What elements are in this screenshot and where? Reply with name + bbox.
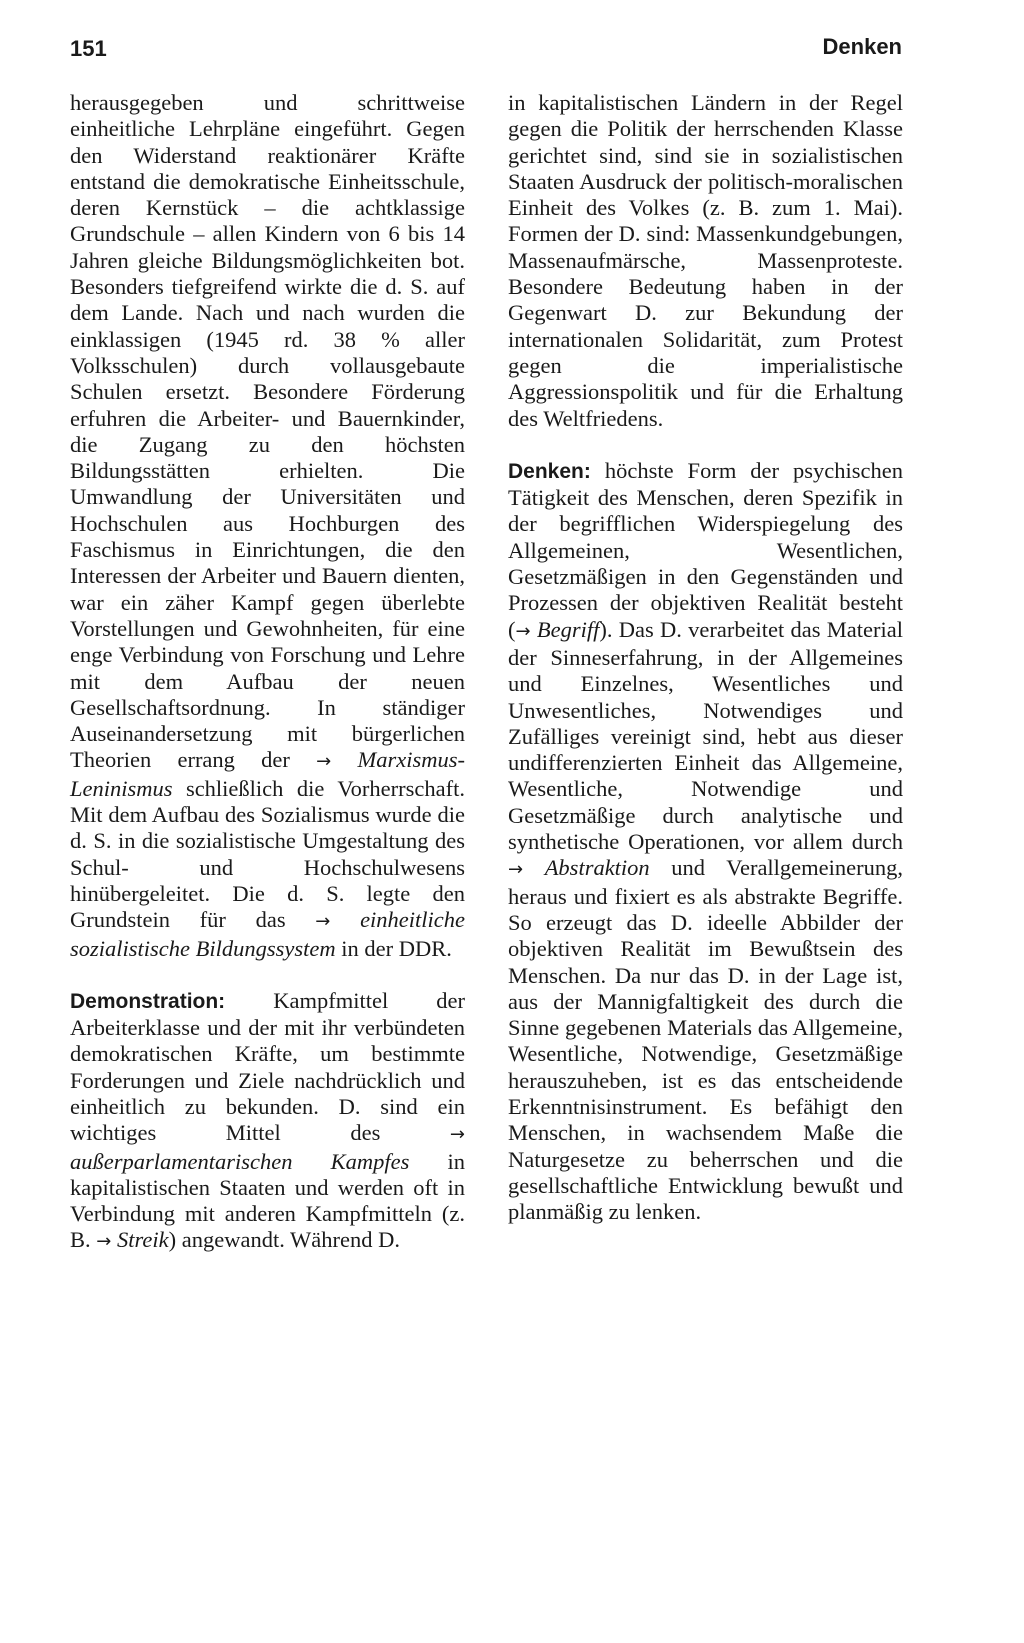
right-column [508,90,903,1225]
text-segment: in kapitalistischen Ländern in der Regel gegen die Politik der herrschenden Klasse gerichtet sind, sind sie in sozialistischen Staaten Ausdruck der politisch-moralischen Einheit des Volkes (z. B. zum 1. Mai). Formen der D. sind: Massenkundgebungen, Massenaufmärsche, Massenproteste. Besondere Bedeutung haben in der Gegenwart D. zur Bekundung der internationalen Solidarität, zum Protest gegen die imperialistische Aggressionspolitik und für die Erhaltung des Weltfriedens. [508,90,903,431]
cross-reference-arrow-icon: → [449,1124,465,1146]
cross-reference-arrow-icon: → [515,620,531,642]
headword-demonstration: Demonstration: [70,989,226,1013]
text-segment: ) angewandt. Während D. [168,1227,401,1253]
cross-reference-bildungssystem: einheitliche sozialistische Bildungssystem [70,907,466,961]
text-segment: in der DDR. [341,935,452,961]
cross-reference-kampfes: außerparlamentarischen Kampfes [70,1148,410,1174]
continued-paragraph [70,90,465,962]
cross-reference-begriff: Begriff [536,616,600,642]
text-segment: und Verallgemeinerung, heraus und fixiert es als abstrakte Begriffe. So erzeugt das D. ideelle Abbilder der objektiven Realität im Bewußtsein des Menschen. Da nur das D. in der Lage ist, aus der Mannigfaltigkeit des durch die Sinne gegebenen Materials das Allgemeine, Wesentliche, Notwendige, Gesetzmäßige herauszuheben, ist es das entscheidende Erkenntnisinstrument. Es befähigt den Menschen, in wachsendem Maße die Naturgesetze zu beherrschen und die gesellschaftliche Entwicklung bewußt und planmäßig zu lenken. [508,855,904,1225]
text-segment: herausgegeben und schrittweise einheitliche Lehrpläne eingeführt. Gegen den Widerstand reaktionärer Kräfte entstand die demokratische Einheitsschule, deren Kernstück – die achtklassige Grundschule – allen Kindern von 6 bis 14 Jahren gleiche Bildungsmöglichkeiten bot. Besonders tiefgreifend wirkte die d. S. auf dem Lande. Nach und nach wurden die einklassigen (1945 rd. 38 % aller Volksschulen) durch vollausgebaute Schulen ersetzt. Besondere Förderung erfuhren die Arbeiter- und Bauernkinder, die Zugang zu den höchsten Bildungsstätten erhielten. Die Umwandlung der Universitäten und Hochschulen aus Hochburgen des Faschismus in Einrichtungen, die den Interessen der Arbeiter und Bauern dienten, war ein zäher Kampf gegen überlebte Vorstellungen und Gewohnheiten, für eine enge Verbindung von Forschung und Lehre mit dem Aufbau der neuen Gesellschaftsordnung. In ständiger Auseinandersetzung mit bürgerlichen Theorien errang der [70,90,465,773]
entry-demonstration [70,988,465,1256]
cross-reference-marxismus-leninismus: Marxismus-Leninismus [70,747,465,801]
entry-denken [508,458,903,1226]
cross-reference-arrow-icon: → [508,859,524,881]
text-segment: höchste Form der psychischen Tätigkeit des Menschen, deren Spezifik in der begrifflichen Widerspiegelung des Allgemeinen, Wesentlichen, Gesetzmäßigen in den Gegenständen und Prozessen der objektiven Realität besteht ( [508,457,903,642]
text-segment: ). Das D. verarbeitet das Material der Sinneserfahrung, in der Allgemeines und Einzelnes, Wesentliches und Unwesentliches, Notwendiges und Zufälliges vereinigt sind, hebt aus dieser undifferenzierten Einheit das Allgemeine, Wesentliche, Notwendige und Gesetzmäßige durch analytische und synthetische Operationen, vor allem durch [508,616,904,855]
text-segment: schließlich die Vorherrschaft. Mit dem Aufbau des Sozialismus wurde die d. S. in die sozialistische Umgestaltung des Schul- und Hochschulwesens hinübergeleitet. Die d. S. legte den Grundstein für das [70,775,465,933]
cross-reference-arrow-icon: → [315,911,331,933]
text-segment: in kapitalistischen Staaten und werden oft in Verbindung mit anderen Kampfmitteln (z. B. [70,1148,465,1253]
cross-reference-arrow-icon: → [316,751,332,773]
text-segment: Kampfmittel der Arbeiterklasse und der mit ihr verbündeten demokratischen Kräfte, um bestimmte Forderungen und Ziele nachdrücklich und einheitlich zu bekunden. D. sind ein wichtiges Mittel des [70,987,466,1146]
left-column [70,90,465,1256]
running-head: Denken [822,34,902,59]
page-number: 151 [70,36,107,61]
cross-reference-abstraktion: Abstraktion [544,855,650,881]
headword-denken: Denken: [508,459,591,483]
cross-reference-arrow-icon: → [96,1231,112,1253]
cross-reference-streik: Streik [116,1227,169,1253]
continued-paragraph [508,90,903,432]
